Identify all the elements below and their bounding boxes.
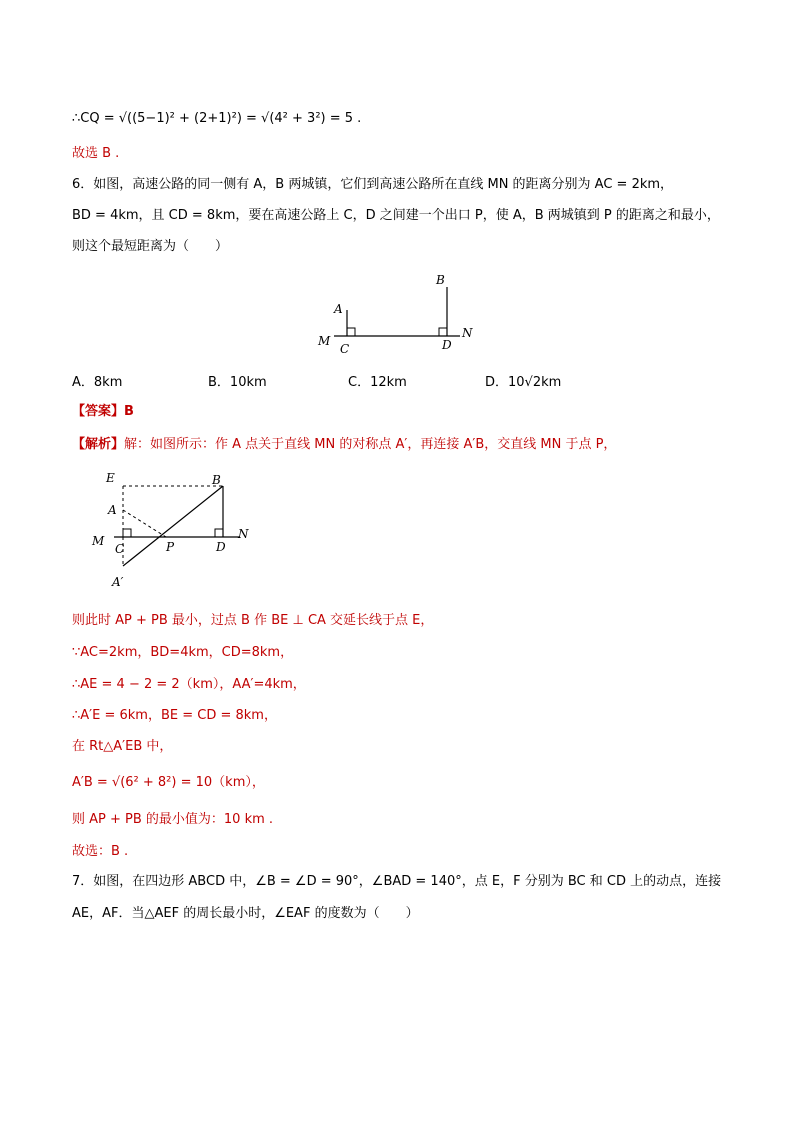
label-m: M [318, 334, 331, 348]
segment-a2-b [123, 486, 223, 566]
label-a-prime: A′ [112, 575, 124, 589]
label-c: C [340, 342, 350, 356]
question-6-figure [300, 265, 500, 365]
label-n: N [462, 326, 473, 340]
label-b-2: B [212, 473, 221, 487]
option-d: D．10√2km [485, 375, 562, 390]
answer-line: 【答案】B [72, 404, 134, 419]
question-6-line-2: BD = 4km，且 CD = 8km，要在高速公路上 C，D 之间建一个出口 P，使 A，B 两城镇到 P 的距离之和最小， [72, 208, 720, 223]
right-angle-d [439, 328, 447, 336]
solution-step-8: 故选：B . [72, 844, 129, 859]
solution-step-4: ∴A′E = 6km，BE = CD = 8km， [72, 708, 277, 723]
solution-figure [88, 466, 268, 592]
option-a: A．8km [72, 375, 123, 390]
label-b: B [436, 273, 445, 287]
analysis-text: 解：如图所示：作 A 点关于直线 MN 的对称点 A′，再连接 A′B，交直线 MN 于点 P， [124, 437, 617, 452]
label-d-2: D [216, 540, 226, 554]
label-a: A [334, 302, 343, 316]
line-choose-b-1: 故选 B . [72, 146, 120, 161]
solution-step-1: 则此时 AP + PB 最小，过点 B 作 BE ⊥ CA 交延长线于点 E， [72, 613, 434, 628]
question-6-line-3: 则这个最短距离为（ ） [72, 239, 229, 254]
analysis-label: 【解析】 [72, 437, 125, 452]
question-6-line-1: 6．如图，高速公路的同一侧有 A，B 两城镇，它们到高速公路所在直线 MN 的距离分别为 AC = 2km， [72, 177, 674, 192]
solution-step-3: ∴AE = 4 − 2 = 2（km），AA′=4km， [72, 677, 306, 692]
line-cq-result: ∴CQ = √((5−1)² + (2+1)²) = √(4² + 3²) = 5 . [72, 111, 362, 126]
question-7-line-2: AE，AF．当△AEF 的周长最小时，∠EAF 的度数为（ ） [72, 906, 419, 921]
dashed-a-p [123, 510, 166, 537]
solution-step-7: 则 AP + PB 的最小值为：10 km . [72, 812, 274, 827]
right-angle-c [347, 328, 355, 336]
option-b: B．10km [208, 375, 267, 390]
label-n-2: N [238, 527, 249, 541]
option-c: C．12km [348, 375, 407, 390]
solution-step-6: A′B = √(6² + 8²) = 10（km）， [72, 775, 265, 790]
question-7-line-1: 7．如图，在四边形 ABCD 中，∠B = ∠D = 90°，∠BAD = 140°，点 E，F 分别为 BC 和 CD 上的动点，连接 [72, 874, 722, 889]
solution-step-5: 在 Rt△A′EB 中， [72, 739, 173, 754]
label-e: E [106, 471, 115, 485]
label-p: P [166, 540, 175, 554]
analysis-line [72, 436, 616, 454]
right-angle-c-2 [123, 529, 131, 537]
label-c-2: C [115, 542, 125, 556]
solution-step-2: ∵AC=2km，BD=4km，CD=8km， [72, 645, 294, 660]
label-a-2: A [108, 503, 117, 517]
right-angle-d-2 [215, 529, 223, 537]
label-d: D [442, 338, 452, 352]
label-m-2: M [92, 534, 105, 548]
